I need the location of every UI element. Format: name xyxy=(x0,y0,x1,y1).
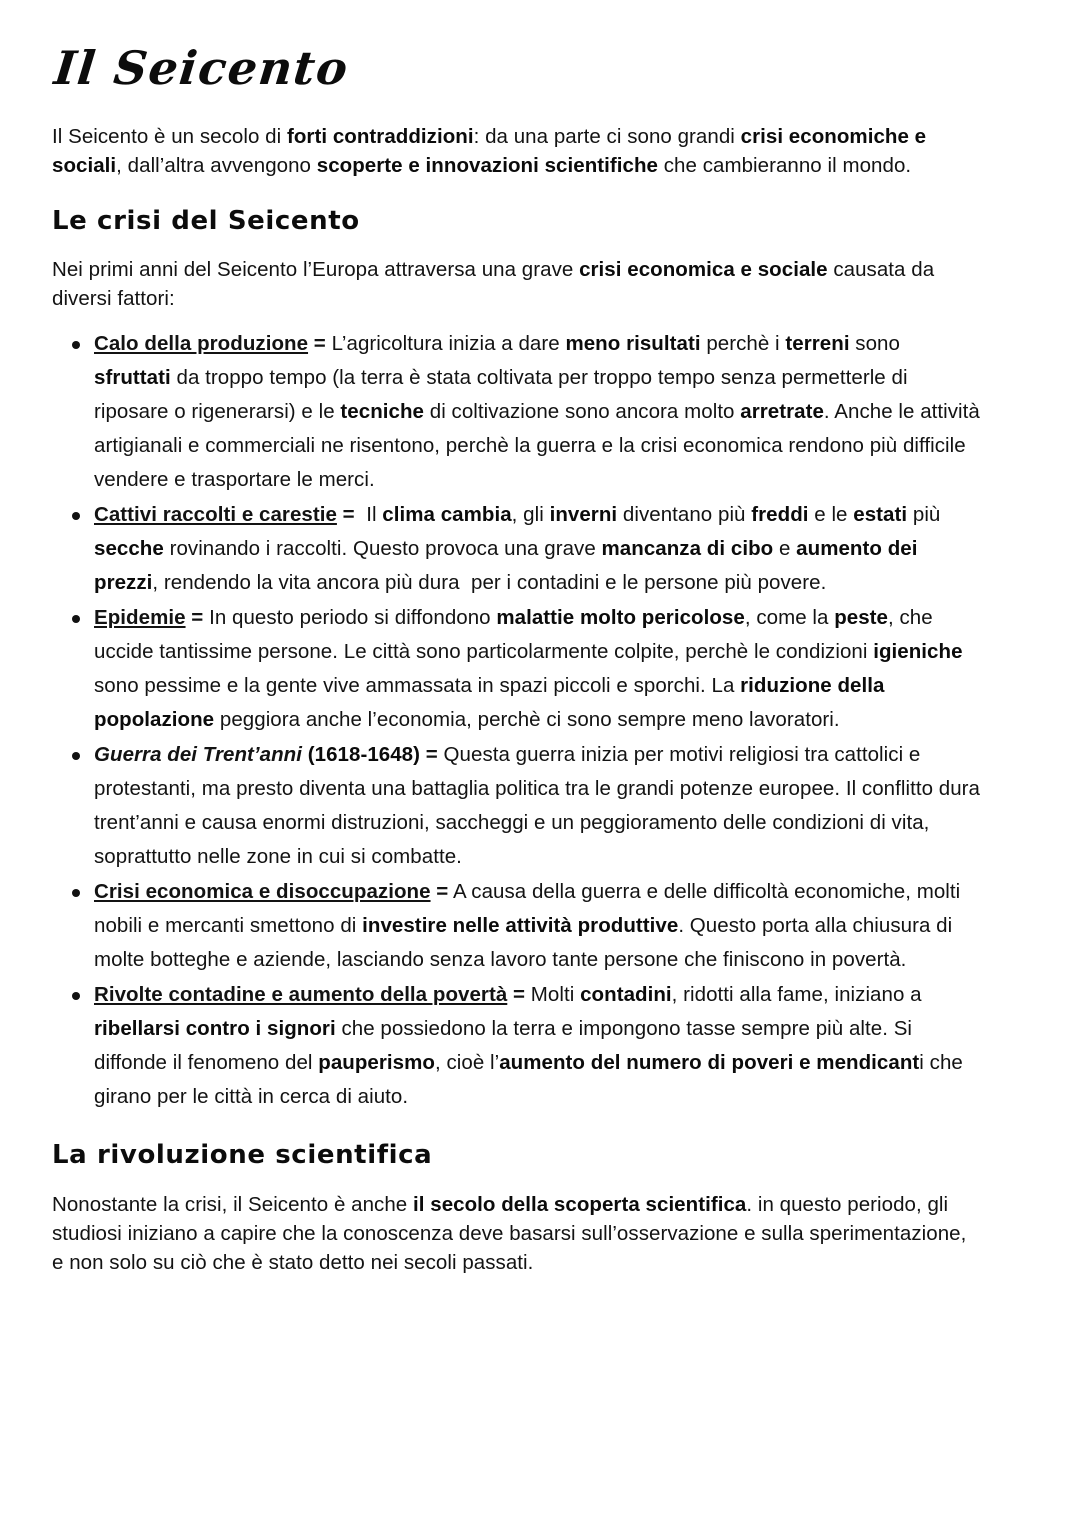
section-intro-rivoluzione: Nonostante la crisi, il Seicento è anche il secolo della scoperta scientifica. in questo periodo, gli studiosi iniziano a capire che la conoscenza deve basarsi sull’osservazione e sulla sperimentazione, e non solo su ciò che è stato detto nei secoli passati. xyxy=(52,1192,967,1274)
crisis-bullet-list xyxy=(52,327,980,1114)
page-title: Il Seicento xyxy=(51,41,352,95)
list-item: Rivolte contadine e aumento della povertà = Molti contadini, ridotti alla fame, iniziano a ribellarsi contro i signori che possiedono la terra e impongono tasse sempre più alte. Si diffonde il fenomeno del pauperismo, cioè l’aumento del numero di poveri e mendicanti che girano per le città in cerca di aiuto. xyxy=(52,978,980,1114)
list-item: Calo della produzione = L’agricoltura inizia a dare meno risultati perchè i terreni sono sfruttati da troppo tempo (la terra è stata coltivata per troppo tempo senza permetterle di riposare o rigenerarsi) e le tecniche di coltivazione sono ancora molto arretrate. Anche le attività artigianali e commerciali ne risentono, perchè la guerra e la crisi economica rendono più difficile vendere e trasportare le merci. xyxy=(52,327,980,497)
list-item: Epidemie = In questo periodo si diffondono malattie molto pericolose, come la peste, che uccide tantissime persone. Le città sono particolarmente colpite, perchè le condizioni igieniche sono pessime e la gente vive ammassata in spazi piccoli e sporchi. La riduzione della popolazione peggiora anche l’economia, perchè ci sono sempre meno lavoratori. xyxy=(52,601,980,737)
list-item: Cattivi raccolti e carestie = Il clima cambia, gli inverni diventano più freddi e le estati più secche rovinando i raccolti. Questo provoca una grave mancanza di cibo e aumento dei prezzi, rendendo la vita ancora più dura per i contadini e le persone più povere. xyxy=(52,498,980,600)
section-heading-rivoluzione: La rivoluzione scientifica xyxy=(52,1140,433,1171)
section-intro-crisi: Nei primi anni del Seicento l’Europa attraversa una grave crisi economica e sociale causata da diversi fattori: xyxy=(52,258,935,311)
list-item: Guerra dei Trent’anni (1618-1648) = Questa guerra inizia per motivi religiosi tra cattolici e protestanti, ma presto diventa una battaglia politica tra le grandi potenze europee. Il conflitto dura trent’anni e causa enormi distruzioni, saccheggi e un peggioramento delle condizioni di vita, soprattutto nelle zone in cui si combatte. xyxy=(52,738,980,874)
list-item: Crisi economica e disoccupazione = A causa della guerra e delle difficoltà economiche, molti nobili e mercanti smettono di investire nelle attività produttive. Questo porta alla chiusura di molte botteghe e aziende, lasciando senza lavoro tante persone che finiscono in povertà. xyxy=(52,875,980,977)
intro-paragraph: Il Seicento è un secolo di forti contraddizioni: da una parte ci sono grandi crisi economiche e sociali, dall’altra avvengono scoperte e innovazioni scientifiche che cambieranno il mondo. xyxy=(52,125,927,178)
section-heading-crisi: Le crisi del Seicento xyxy=(52,206,360,237)
